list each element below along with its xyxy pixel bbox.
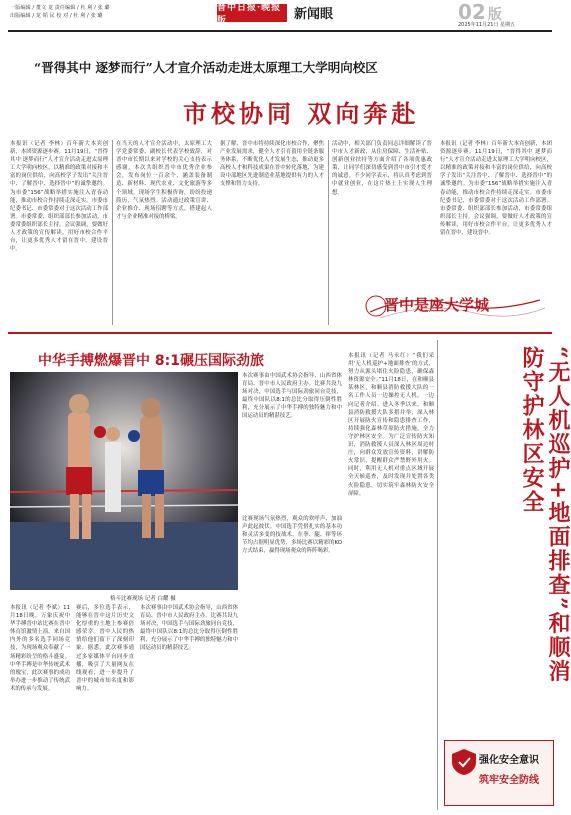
badge-line-1: 强化安全意识 (479, 755, 539, 766)
story2-column-2: 比赛现场气氛热烈，观众的欢呼声、加油声此起彼伏。中国选手凭借扎实的基本功和灵活多变的技战术，在拳、腿、摔等环节均占据明显优势，多场比赛以精彩的KO方式结束，赢得现场观众的阵阵喝彩。 (242, 516, 342, 555)
photo-caption: 格斗比赛现场 记者 白耀 摄 (110, 596, 176, 602)
banner-label: 晋中是座大学城 (384, 296, 490, 314)
page-number-block (458, 0, 502, 24)
column-divider (328, 140, 329, 325)
page-number: 02 (458, 0, 486, 24)
issue-date: 2025年11月21日 星期五 (458, 22, 516, 28)
story2-column-1: 本次赛事由中国武术协会指导，山西省体育局、晋中市人民政府主办。比赛共设九场对决，中国选手与国际劲旅同台竞技，最终中国队以8:1的总比分取得压倒性胜利，充分展示了中华手搏的独特魅力和中国运动员的精湛技艺。 (242, 373, 342, 420)
story3-vertical-headline: “无人机巡护+地面排查”和顺消防守护林区安全 (519, 346, 571, 684)
university-city-banner (350, 282, 550, 330)
story1-column-4: 活动中，相关部门负责同志详细解读了晋中市人才新政，从住房保障、生活补贴、创新创业扶持等方面介绍了各项优惠政策，让同学们深切感受到晋中市引才爱才的诚意。不少同学表示，将认真考虑到晋中就业创业，在这片热土上实现人生理想。 (332, 141, 432, 196)
boxing-photo (10, 372, 238, 590)
masthead-rule (8, 30, 552, 32)
story2-column-4: 赛后，多位选手表示，能够在晋中这片历史文化厚重的土地上参赛倍感荣幸。晋中人民的热情给他们留下了深刻印象。据悉，此次赛事通过多家媒体平台同步直播，吸引了大量网友在线观看，进一步提升了晋中的城市知名度和影响力。 (76, 605, 134, 692)
story1-column-1: 本报讯（记者 李林）百年新大本宾创新，本团资源逐步赛。11月19日，“晋得其中 逐梦而行”人才宣介活动走进太原理工大学明向校区，以精准的政策对接和丰富的岗位供给，向高校学子发出“关注晋中、了解晋中、选择晋中”的诚挚邀约。为市委“156”战略举措实施注入青春动能，推动市校合作持续走深走实。市委市纪委书记、市委常委对于这次活动工作部署。市委常委、组织部部长参加活动，市委常委组织部长主持。会议强调，要做好人才政策的宣传解读，用好市校合作平台，让更多优秀人才留在晋中、建设晋中。 (10, 141, 108, 253)
shield-icon (449, 747, 479, 777)
story1-column-3: 据了解，晋中市将持续深化市校合作，聚焦产业发展需求，健全人才引育留用全链条服务体系，不断优化人才发展生态，推动更多高校人才和科技成果在晋中转化落地，为建设中部地区先进制造业基地提供有力的人才支撑和智力支持。 (220, 141, 324, 188)
newspaper-logo: 晋中日报·晚报版 (217, 4, 287, 22)
story2-headline: 中华手搏燃爆晋中 8:1碾压国际劲旅 (38, 353, 264, 369)
story-separator (8, 332, 552, 334)
story1-column-2: 在当天的人才宣介活动中，太原理工大学党委常委、副校长代表学校致辞，对晋中市长期以来对学校的关心支持表示感谢。本次共组织晋中市优秀企业参会，发布岗位一百余个，涵盖装备制造、新材料、现代农业、文化旅游等多个领域。现场学生积极咨询，纷纷投递简历，气氛热烈。活动通过政策宣讲、企业推介、现场招聘等方式，搭建起人才与企业精准对接的桥梁。 (116, 141, 212, 220)
safety-badge (444, 740, 554, 806)
section-name: 新闻眼 (294, 7, 334, 22)
story2-column-3: 本报讯（记者 李斌）11月18日晚，万象庆祝中华手搏晋中站比赛在晋中体育馆激情上演。来自国内外的多名选手同场竞技，为现场观众奉献了一场精彩纷呈的格斗盛宴。中华手搏是中华传统武术的瑰宝，此次赛事的成功举办进一步推动了传统武术的传承与发展。 (10, 605, 70, 692)
story3-body: 本报讯（记者 马永红）“我们采用‘无人机巡护+地面排查’的方式，努力从源头堵住火险隐患，确保森林资源安全。”11月18日，在和顺县某林区，和顺县消防救援大队的一名工作人员一边操控无人机，一边向记者介绍。进入冬季以来，和顺县消防救援大队多措并举，深入林区开展防火宣传和隐患排查工作，持续强化森林草原防火措施，全力守护林区安全。为广泛宣传防火知识，消防救援人员深入林区周边村庄，向群众发放宣传资料，讲解防火常识，提醒群众严禁野外用火。同时，利用无人机对重点区域开展全天候巡查，及时发现并处置各类火险隐患，切实筑牢森林防火安全屏障。 (348, 353, 434, 497)
column-divider (112, 140, 113, 325)
badge-line-2: 筑牢安全防线 (479, 775, 539, 786)
boxing-match-image (10, 372, 238, 590)
staff-credits-line1: 一版编辑 / 董文 龙 责任编辑 / 杜 利 / 张 璐 (10, 5, 110, 11)
page-label: 版 (487, 7, 502, 23)
staff-credits-line2: 出版编辑 / 龙 韬 民 校 对 / 杜 利 / 张 璐 (10, 13, 103, 19)
story1-column-5: 本报讯（记者 李林）百年新大本宾创新，本团资源逐步赛。11月19日，“晋得其中 逐梦而行”人才宣介活动走进太原理工大学明向校区，以精准的政策对接和丰富的岗位供给，向高校学子发出“关注晋中、了解晋中、选择晋中”的诚挚邀约。为市委“156”战略举措实施注入青春动能，推动市校合作持续走深走实。市委市纪委书记、市委常委对于这次活动工作部署。市委常委、组织部部长参加活动，市委常委组织部长主持。会议强调，要做好人才政策的宣传解读，用好市校合作平台，让更多优秀人才留在晋中、建设晋中。 (440, 141, 552, 237)
column-divider (437, 340, 438, 810)
story1-kicker: “晋得其中 逐梦而行”人才宣介活动走进太原理工大学明向校区 (34, 60, 378, 75)
story2-column-5: 本次赛事由中国武术协会指导，山西省体育局、晋中市人民政府主办。比赛共设九场对决，中国选手与国际劲旅同台竞技，最终中国队以8:1的总比分取得压倒性胜利，充分展示了中华手搏的独特魅力和中国运动员的精湛技艺。 (140, 605, 238, 652)
story1-headline: 市校协同 双向奔赴 (183, 99, 420, 128)
